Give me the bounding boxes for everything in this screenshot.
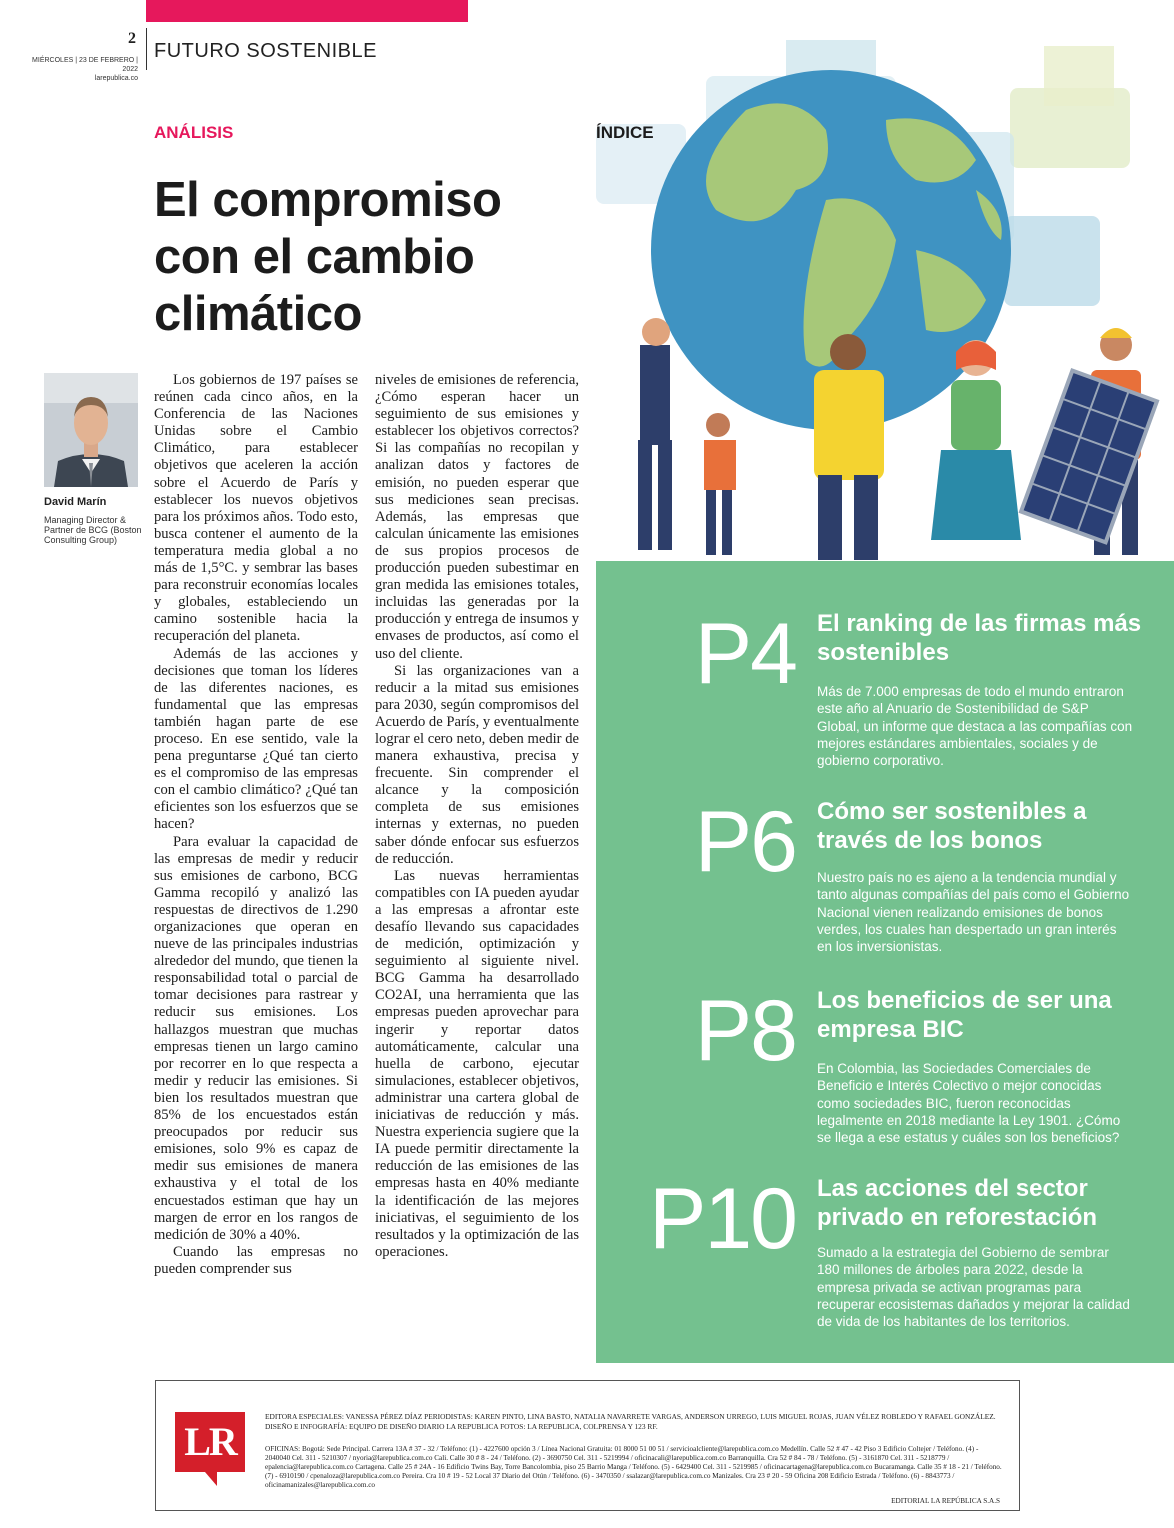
entry-description: Más de 7.000 empresas de todo el mundo entraron este año al Anuario de Sostenibilidad de S&P Global, un informe que destaca a las compañías con mejores estándares ambientales, sociales y de gobierno corporativo. — [817, 684, 1133, 769]
paragraph: Cuando las empresas no pueden comprender sus — [154, 1243, 358, 1277]
author-name: David Marín — [44, 496, 107, 508]
paragraph: Para evaluar la capacidad de las empresas de medir y reducir sus emisiones de carbono, BCG Gamma recopiló y analizó las respuestas de directivos de 1.290 organizaciones que operan en nueve de las principales industrias alrededor del mundo, que tienen la responsabilidad total o parcial de tomar decisiones para rastrear y reducir sus emisiones. Los hallazgos muestran que muchas empresas tienen un largo camino por recorrer en lo que respecta a medir y reducir las emisiones. Si bien los resultados muestran que 85% de los encuestados están preocupados por reducir sus emisiones, solo 9% es capaz de medir sus emisiones de manera exhaustiva y el total de los encuestados estiman que hay un margen de error en los rangos de medición de 30% a 40%. — [154, 833, 358, 1243]
article-column-2 — [375, 372, 579, 1261]
entry-description: En Colombia, las Sociedades Comerciales de Beneficio e Interés Colectivo o mejor conocidas como sociedades BIC, fueron reconocidas legalmente en 2018 mediante la Ley 1901. ¿Cómo se llega a ese estatus y cuáles son los beneficios? — [817, 1061, 1121, 1146]
entry-title: Las acciones del sector privado en reforestación — [817, 1175, 1098, 1231]
index-entry-p8 — [596, 983, 1174, 1176]
paragraph: Los gobiernos de 197 países se reúnen cada cinco años, en la Conferencia de las Naciones Unidas sobre el Cambio Climático, para establecer objetivos que aceleren la acción sobre el Acuerdo de París y establecer los nuevos objetivos para los próximos años. Todo esto, busca contener el aumento de la temperatura media global a no más de 1,5°C. y sembrar las bases para reconstruir economías locales y globales, estableciendo un camino sostenible hacia la recuperación del planeta. — [154, 372, 358, 645]
entry-page-number: P10 — [648, 1171, 796, 1267]
index-label: ÍNDICE — [596, 123, 654, 142]
staff-credits: EDITORA ESPECIALES: VANESSA PÉREZ DÍAZ PERIODISTAS: KAREN PINTO, LINA BASTO, NATALIA NAVARRETE VARGAS, ANDERSON URREGO, LUIS MIGUEL ROJAS, JUAN VÉLEZ ROBLEDO Y RAFAEL GONZÁLEZ. DISEÑO E INFOGRAFÍA: EQUIPO DE DISEÑO DIARIO LA REPUBLICA FOTOS: LA REPUBLICA, COLPRENSA Y 123 RF. — [265, 1412, 996, 1431]
paragraph: Las nuevas herramientas compatibles con IA pueden ayudar a las empresas a afrontar este desafío llevando sus capacidades de medición, optimización y seguimiento al siguiente nivel. BCG Gamma ha desarrollado CO2AI, una herramienta que las empresas pueden aprovechar para ingerir y reportar datos automáticamente, calcular una huella de carbono, ejecutar simulaciones, establecer objetivos, administrar una cartera global de iniciativas de reducción y más. Nuestra experiencia sugiere que la IA puede permitir directamente la reducción de las emisiones de las empresas hasta en 40% mediante la identificación de las mejores iniciativas, el seguimiento de los resultados y la optimización de las operaciones. — [375, 867, 579, 1260]
author-photo — [44, 373, 138, 487]
index-entry-p4 — [596, 606, 1174, 799]
paragraph: Además de las acciones y decisiones que toman los líderes de las diferentes naciones, es fundamental que las empresas también hagan parte de ese proceso. En ese sentido, vale la pena preguntarse ¿Qué tan cierto es el compromiso de las empresas con el cambio climático? ¿Qué tan eficientes son los esfuerzos que se hacen? — [154, 645, 358, 833]
office-addresses: OFICINAS: Bogotá: Sede Principal. Carrera 13A # 37 - 32 / Teléfono: (1) - 4227600 opción 3 / Línea Nacional Gratuita: 01 8000 51 00 51 / servicioalcliente@larepublica.com.co Medellín. Calle 52 # 47 - 42 Piso 3 Edificio Coltejer / Teléfono. (4) - 2040040 Cel. 311 - 5210307 / nyoria@larepublica.com.co Cali. Calle 30 # 8 - 24 / Teléfono. (2) - 3690750 Cel. 311 - 5219994 / oficinacali@larepublica.com.co Barranquilla. Cra 52 # 84 - 78 / Teléfono. (5) - 3161870 Cel. 311 - 5218779 / epalencia@larepublica.com.co Cartagena. Calle 25 # 24A - 16 Edificio Twins Bay, Torre Bancolombia, piso 25 Barrio Manga / Teléfono. (5) - 6429400 Cel. 311 - 5219985 / oficinacartagena@larepublica.com.co Bucaramanga. Calle 35 # 18 - 21 / Teléfono. (7) - 6910190 / cpenaloza@larepublica.com.co Pereira. Cra 10 # 19 - 52 Local 37 Diario del Otún / Teléfono. (6) - 3470350 / ssalazar@larepublica.com.co Manizales. Cra 23 # 20 - 59 Oficina 208 Edificio Estrada / Teléfono. (6) - 8843773 / oficinamanizales@larepublica.com.co — [265, 1445, 1002, 1489]
site-text: larepublica.co — [94, 75, 138, 82]
index-panel — [596, 561, 1174, 1363]
entry-page-number: P6 — [694, 794, 796, 890]
paragraph: niveles de emisiones de referencia, ¿Cómo esperan hacer un seguimiento de sus emisiones y establecer los objetivos correctos? Si las compañías no recopilan y analizan datos y factores de emisión, no pueden esperar que sus mediciones sean precisas. Además, las empresas que calculan únicamente las emisiones de sus propios procesos de producción pueden subestimar en gran medida las emisiones totales, incluidas las generadas por la producción y entrega de insumos y envases de productos, así como el uso del cliente. — [375, 372, 579, 662]
entry-description: Sumado a la estrategia del Gobierno de sembrar 180 millones de árboles para 2022, desde la empresa privada se activan programas para recuperar ecosistemas dañados y mejorar la calidad de vida de los habitantes de los territorios. — [817, 1245, 1130, 1330]
page-number: 2 — [128, 30, 136, 47]
logo-speech-tail-icon — [205, 1472, 217, 1486]
lr-logo: LR — [175, 1412, 245, 1472]
dateline — [30, 56, 138, 83]
entry-page-number: P8 — [694, 983, 796, 1079]
author-portrait-illustration — [44, 373, 138, 487]
date-text: MIÉRCOLES | 23 DE FEBRERO | 2022 — [32, 57, 138, 73]
article-headline: El compromiso con el cambio climático — [154, 173, 502, 341]
entry-title: Cómo ser sostenibles a través de los bonos — [817, 798, 1087, 854]
section-title: FUTURO SOSTENIBLE — [154, 40, 377, 62]
entry-description: Nuestro país no es ajeno a la tendencia mundial y tanto algunas compañías del país como el Gobierno Nacional vienen realizando emisiones de bonos verdes, los cuales han despertado un gran interés en los inversionistas. — [817, 870, 1130, 955]
publisher-name: EDITORIAL LA REPÚBLICA S.A.S — [891, 1497, 1000, 1505]
author-role: Managing Director & Partner de BCG (Boston Consulting Group) — [44, 515, 142, 545]
paragraph: Si las organizaciones van a reducir a la mitad sus emisiones para 2030, según compromisos del Acuerdo de París, y eventualmente lograr el cero neto, deben medir de manera exhaustiva, precisa y frecuente. Sin comprender el alcance y la composición completa de sus emisiones internas y externas, no pueden saber dónde enfocar sus esfuerzos de reducción. — [375, 662, 579, 867]
entry-page-number: P4 — [694, 606, 796, 702]
index-entry-p6 — [596, 794, 1174, 987]
people-holding-globe-icon — [596, 40, 1174, 562]
article-kicker: ANÁLISIS — [154, 123, 234, 142]
header-divider — [146, 28, 147, 70]
index-entry-p10 — [596, 1171, 1174, 1364]
article-column-1 — [154, 372, 358, 1278]
top-accent-bar — [146, 0, 468, 22]
globe-illustration — [596, 40, 1174, 562]
entry-title: Los beneficios de ser una empresa BIC — [817, 987, 1112, 1043]
entry-title: El ranking de las firmas más sostenibles — [817, 610, 1142, 666]
